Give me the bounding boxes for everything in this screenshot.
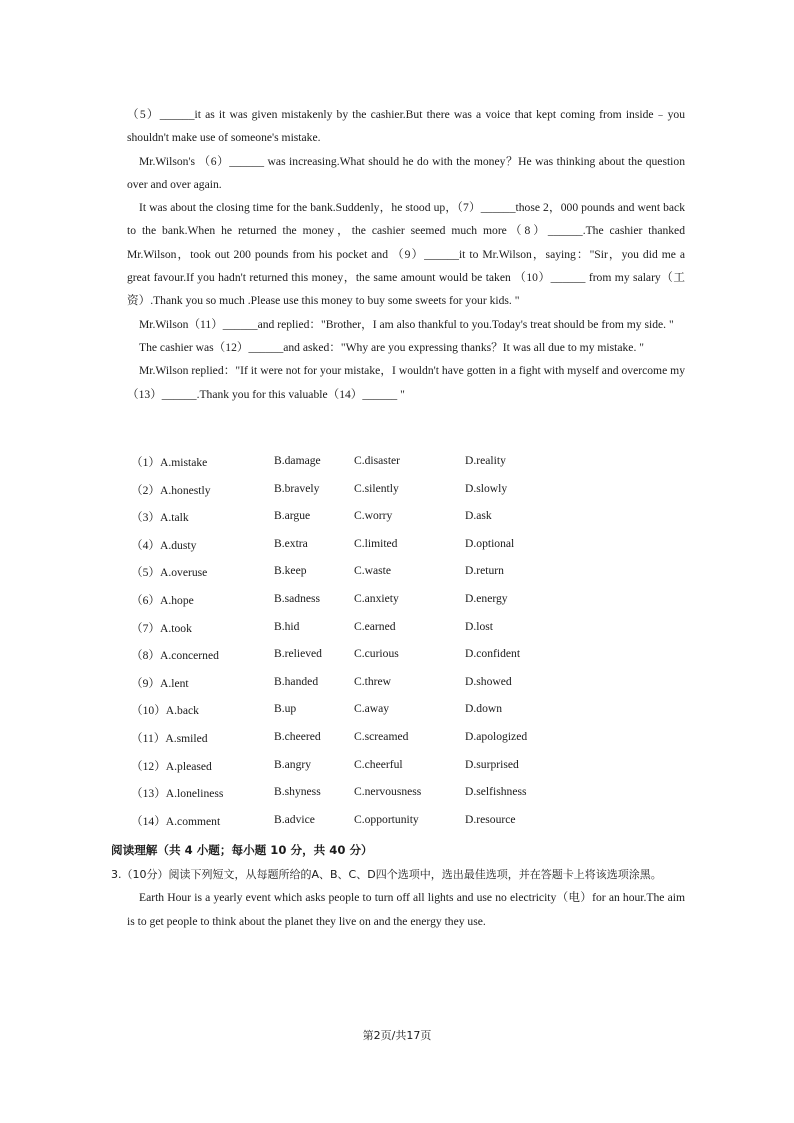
- option-b: B.sadness: [274, 591, 321, 605]
- question-instruction: 3.（10分）阅读下列短文，从每题所给的A、B、C、D四个选项中，选出最佳选项，并在答题卡上将该选项涂黑。: [111, 868, 662, 881]
- option-d: D.return: [465, 564, 504, 578]
- option-d: D.energy: [465, 591, 508, 605]
- option-b: B.argue: [274, 509, 311, 523]
- option-d: D.apologized: [465, 729, 528, 743]
- option-d: D.showed: [465, 674, 512, 688]
- option-a: （9）A.lent: [131, 676, 189, 690]
- option-d: D.confident: [465, 647, 521, 661]
- option-row: [131, 509, 611, 537]
- option-row: [131, 758, 611, 786]
- option-c: C.waste: [354, 564, 392, 578]
- option-d: D.lost: [465, 619, 494, 633]
- option-c: C.away: [354, 702, 390, 716]
- option-d: D.optional: [465, 536, 515, 550]
- option-row: [131, 592, 611, 620]
- option-a: （2）A.honestly: [131, 483, 211, 497]
- option-d: D.resource: [465, 812, 516, 826]
- option-row: [131, 537, 611, 565]
- option-b: B.up: [274, 702, 297, 716]
- option-row: [131, 702, 611, 730]
- option-a: （12）A.pleased: [131, 759, 212, 773]
- option-c: C.opportunity: [354, 812, 419, 826]
- option-row: [131, 675, 611, 703]
- option-b: B.damage: [274, 454, 321, 467]
- option-row: [131, 454, 611, 482]
- option-b: B.handed: [274, 674, 319, 688]
- section-title: 阅读理解（共 4 小题；每小题 10 分，共 40 分）: [111, 843, 373, 857]
- option-b: B.shyness: [274, 785, 321, 799]
- option-a: （1）A.mistake: [131, 456, 208, 469]
- option-c: C.cheerful: [354, 757, 403, 771]
- option-row: [131, 564, 611, 592]
- option-c: C.threw: [354, 674, 392, 688]
- cloze-passage: [127, 103, 685, 406]
- option-row: [131, 620, 611, 648]
- option-d: D.selfishness: [465, 785, 527, 799]
- option-a: （8）A.concerned: [131, 649, 219, 663]
- option-c: C.disaster: [354, 454, 401, 467]
- option-d: D.reality: [465, 454, 506, 467]
- option-row: [131, 482, 611, 510]
- passage-paragraph: （5）______it as it was given mistakenly by the cashier.But there was a voice that kept coming from inside﹣you shouldn't make use of someone's mistake.: [127, 108, 685, 145]
- cloze-options: [131, 454, 611, 840]
- question-3: [111, 863, 685, 933]
- option-c: C.curious: [354, 647, 399, 661]
- option-b: B.advice: [274, 812, 315, 826]
- option-c: C.anxiety: [354, 591, 399, 605]
- option-a: （14）A.comment: [131, 814, 221, 828]
- passage-paragraph: Mr.Wilson replied："If it were not for your mistake，I wouldn't have gotten in a fight with myself and overcome my（13）______.Thank you for this valuable（14）______ ": [127, 364, 685, 401]
- option-row: [131, 785, 611, 813]
- option-a: （7）A.took: [131, 621, 192, 635]
- option-c: C.limited: [354, 536, 398, 550]
- option-row: [131, 647, 611, 675]
- option-a: （10）A.back: [131, 704, 199, 718]
- option-a: （5）A.overuse: [131, 566, 208, 580]
- option-c: C.earned: [354, 619, 396, 633]
- passage-paragraph: Mr.Wilson's （6）______ was increasing.What should he do with the money？He was thinking about the question over and over again.: [127, 154, 685, 191]
- option-a: （11）A.smiled: [131, 731, 208, 745]
- option-a: （13）A.loneliness: [131, 787, 224, 801]
- option-d: D.slowly: [465, 481, 508, 495]
- page-number: 第2页/共17页: [362, 1029, 432, 1042]
- option-d: D.ask: [465, 509, 492, 523]
- option-a: （4）A.dusty: [131, 538, 197, 552]
- option-row: [131, 730, 611, 758]
- option-a: （3）A.talk: [131, 511, 189, 525]
- option-b: B.hid: [274, 619, 300, 633]
- option-d: D.surprised: [465, 757, 519, 771]
- option-b: B.cheered: [274, 729, 321, 743]
- option-b: B.angry: [274, 757, 312, 771]
- passage-paragraph: It was about the closing time for the bank.Suddenly，he stood up，（7）______those 2，000 pounds and went back to the bank.When he returned the money，the cashier seemed much more（8）______.The cashier thanked Mr.Wilson，took out 200 pounds from his pocket and （9）______it to Mr.Wilson，saying："Sir，you did me a great favour.If you hadn't returned this money，the same amount would be taken （10）______ from my salary（工资）.Thank you so much .Please use this money to buy some sweets for your kids. ": [127, 201, 685, 308]
- option-b: B.relieved: [274, 647, 322, 661]
- option-c: C.screamed: [354, 729, 409, 743]
- passage-paragraph: The cashier was（12）______and asked："Why are you expressing thanks？It was all due to my mistake. ": [139, 340, 644, 354]
- option-b: B.keep: [274, 564, 307, 578]
- reading-passage: Earth Hour is a yearly event which asks people to turn off all lights and use no electricity（电）for an hour.The aim is to get people to think about the planet they live on and the energy they use.: [127, 891, 685, 928]
- option-c: C.worry: [354, 509, 393, 523]
- option-a: （6）A.hope: [131, 593, 194, 607]
- option-c: C.nervousness: [354, 785, 422, 799]
- option-c: C.silently: [354, 481, 399, 495]
- option-b: B.extra: [274, 536, 308, 550]
- option-row: [131, 813, 611, 841]
- passage-paragraph: Mr.Wilson（11）______and replied："Brother，I am also thankful to you.Today's treat should be from my side. ": [139, 317, 674, 331]
- option-d: D.down: [465, 702, 503, 716]
- option-b: B.bravely: [274, 481, 320, 495]
